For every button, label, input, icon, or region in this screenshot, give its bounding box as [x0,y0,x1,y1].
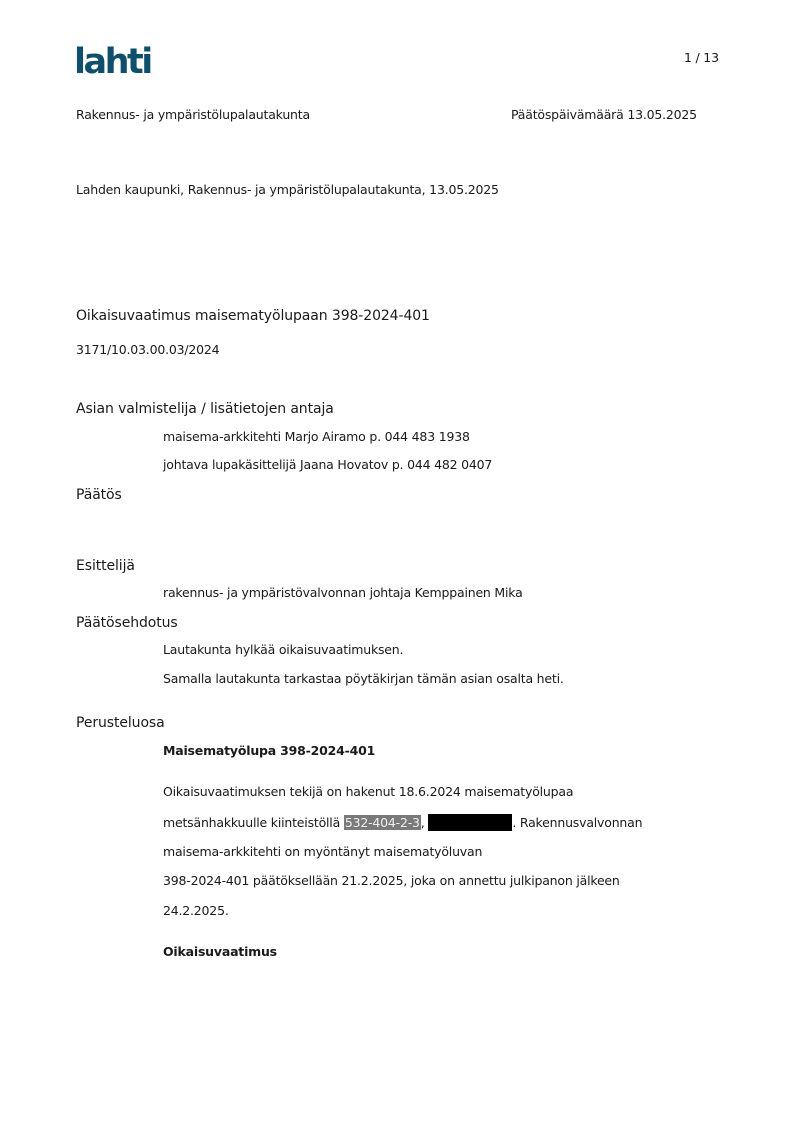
meta-line: Lahden kaupunki, Rakennus- ja ympäristölupalautakunta, 13.05.2025 [76,182,499,197]
page-number: 1 / 13 [684,50,719,65]
grounds-subheading: Maisematyölupa 398-2024-401 [163,743,376,758]
preparer-line: maisema-arkkitehti Marjo Airamo p. 044 483 1938 [163,429,470,444]
preparer-heading: Asian valmistelija / lisätietojen antaja [76,401,334,417]
lahti-logo: lahti [74,42,151,82]
preparer-line: johtava lupakäsittelijä Jaana Hovatov p. 044 482 0407 [163,457,493,472]
grounds-heading: Perusteluosa [76,715,165,731]
appeal-subheading: Oikaisuvaatimus [163,944,277,959]
grounds-paragraph-line: 398-2024-401 päätöksellään 21.2.2025, joka on annettu julkipanon jälkeen [163,873,620,888]
redacted-block [428,814,512,831]
property-id: 532-404-2-3 [344,815,420,830]
line-suffix: . Rakennusvalvonnan [512,815,643,830]
committee-name: Rakennus- ja ympäristölupalautakunta [76,107,310,122]
document-title: Oikaisuvaatimus maisematyölupaan 398-2024-401 [76,308,430,324]
decision-date: Päätöspäivämäärä 13.05.2025 [511,107,697,122]
presenter-line: rakennus- ja ympäristövalvonnan johtaja Kemppainen Mika [163,585,523,600]
presenter-heading: Esittelijä [76,558,135,574]
proposal-line: Lautakunta hylkää oikaisuvaatimuksen. [163,642,404,657]
line-prefix: metsänhakkuulle kiinteistöllä [163,815,344,830]
grounds-paragraph-line: 24.2.2025. [163,903,229,918]
case-number: 3171/10.03.00.03/2024 [76,342,220,357]
decision-heading: Päätös [76,487,122,503]
proposal-line: Samalla lautakunta tarkastaa pöytäkirjan tämän asian osalta heti. [163,671,564,686]
proposal-heading: Päätösehdotus [76,615,178,631]
grounds-paragraph-line: maisema-arkkitehti on myöntänyt maisematyöluvan [163,844,483,859]
comma: , [420,815,425,830]
grounds-paragraph-line: Oikaisuvaatimuksen tekijä on hakenut 18.6.2024 maisematyölupaa [163,784,574,799]
grounds-paragraph-line [163,814,642,831]
